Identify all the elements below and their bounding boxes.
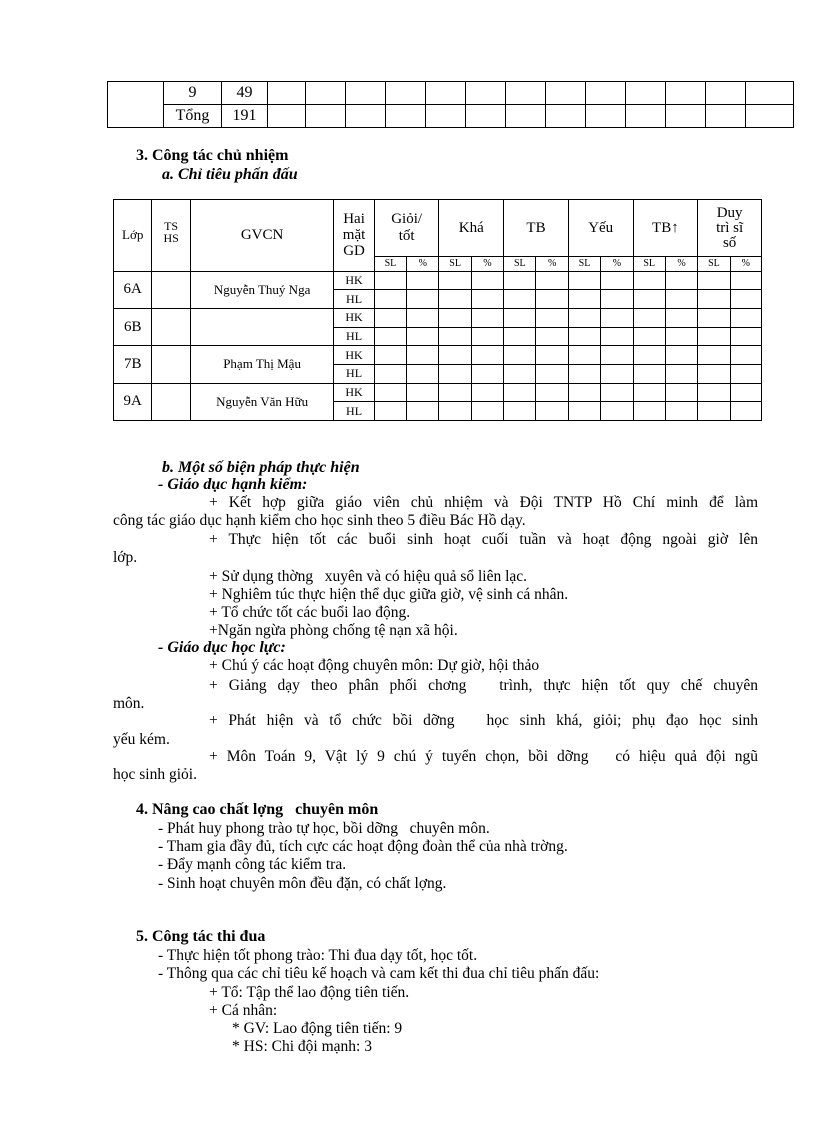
hl-item-4a: + Môn Toán 9, Vật lý 9 chú ý tuyển chọn, bồi dỡng có hiệu quả đội ngũ bbox=[209, 748, 758, 765]
col-tb: TB bbox=[504, 200, 569, 257]
col-yeu: Yếu bbox=[568, 200, 633, 257]
hl-item-2b: môn. bbox=[113, 695, 145, 712]
table-subheader-row: SL % SL % SL % SL % SL % SL % bbox=[114, 257, 762, 272]
col-tshs: TS HS bbox=[152, 200, 190, 272]
hk-item-2b: lớp. bbox=[113, 549, 138, 566]
s5-line-1: - Thực hiện tốt phong trào: Thi đua dạy tốt, học tốt. bbox=[158, 947, 478, 964]
hk-item-1b: công tác giáo dục hạnh kiểm cho học sinh theo 5 điều Bác Hồ dạy. bbox=[113, 512, 526, 529]
hoc-luc-title: - Giáo dục học lực: bbox=[158, 639, 286, 656]
total-label: Tổng bbox=[164, 105, 222, 128]
hanh-kiem-title: - Giáo dục hạnh kiểm: bbox=[158, 476, 308, 493]
section-3b-title: b. Một số biện pháp thực hiện bbox=[162, 459, 360, 476]
s4-item-4: - Sinh hoạt chuyên môn đều đặn, có chất lợng. bbox=[158, 875, 447, 892]
col-lop: Lớp bbox=[114, 200, 152, 272]
table-header-row bbox=[114, 200, 762, 257]
table-row: 6B HK bbox=[114, 308, 762, 327]
hk-item-2a: + Thực hiện tốt các buổi sinh hoạt cuối tuần và hoạt động ngoài giờ lên bbox=[209, 531, 758, 548]
hk-item-6: +Ngăn ngừa phòng chống tệ nạn xã hội. bbox=[209, 622, 458, 639]
s5-line-4: + Cá nhân: bbox=[209, 1002, 278, 1019]
col-gvcn: GVCN bbox=[190, 200, 334, 272]
col-tb-up: TB↑ bbox=[633, 200, 698, 257]
table-row: 9A Nguyễn Văn Hữu HK bbox=[114, 383, 762, 402]
section-5-title: 5. Công tác thi đua bbox=[136, 928, 266, 945]
s5-line-2: - Thông qua các chỉ tiêu kế hoạch và cam kết thi đua chỉ tiêu phấn đấu: bbox=[158, 965, 600, 982]
col-kha: Khá bbox=[439, 200, 504, 257]
col-duy-tri: Duy trì sĩ số bbox=[698, 200, 762, 257]
s4-item-2: - Tham gia đầy đủ, tích cực các hoạt động đoàn thể của nhà trờng. bbox=[158, 838, 568, 855]
col-hai-mat: Hai mặt GD bbox=[334, 200, 374, 272]
grade-label: 9 bbox=[164, 82, 222, 105]
hl-item-2a: + Giảng dạy theo phân phối chơng trình, thực hiện tốt quy chế chuyên bbox=[209, 677, 758, 694]
col-gioi: Giỏi/ tốt bbox=[374, 200, 439, 257]
table-row bbox=[108, 105, 794, 128]
table-row: 6A Nguyễn Thuý Nga HK bbox=[114, 271, 762, 290]
section-3a-title: a. Chỉ tiêu phấn đấu bbox=[162, 166, 298, 183]
hk-item-3: + Sử dụng thờng xuyên và có hiệu quả sổ liên lạc. bbox=[209, 568, 528, 585]
hl-item-3a: + Phát hiện và tổ chức bồi dỡng học sinh khá, giỏi; phụ đạo học sinh bbox=[209, 712, 758, 729]
hk-item-1a: + Kết hợp giữa giáo viên chủ nhiệm và Đội TNTP Hồ Chí minh để làm bbox=[209, 494, 758, 511]
table-row: HL bbox=[114, 364, 762, 383]
table-row bbox=[108, 82, 794, 105]
enrollment-table bbox=[107, 81, 794, 128]
s5-line-3: + Tổ: Tập thể lao động tiên tiến. bbox=[209, 984, 410, 1001]
section-4-title: 4. Nâng cao chất lợng chuyên môn bbox=[136, 801, 379, 818]
section-3-title: 3. Công tác chủ nhiệm bbox=[136, 147, 289, 164]
hl-item-1: + Chú ý các hoạt động chuyên môn: Dự giờ, hội thảo bbox=[209, 657, 540, 674]
s4-item-1: - Phát huy phong trào tự học, bồi dỡng chuyên môn. bbox=[158, 820, 490, 837]
hl-item-4b: học sinh giỏi. bbox=[113, 766, 197, 783]
arrow-up-icon: ↑ bbox=[671, 219, 679, 236]
target-table bbox=[113, 199, 762, 421]
hl-item-3b: yếu kém. bbox=[113, 731, 170, 748]
hk-item-4: + Nghiêm túc thực hiện thể dục giữa giờ, vệ sinh cá nhân. bbox=[209, 586, 569, 603]
grade-value: 49 bbox=[222, 82, 268, 105]
total-value: 191 bbox=[222, 105, 268, 128]
table-row: HL bbox=[114, 290, 762, 309]
table-row: HL bbox=[114, 402, 762, 421]
s5-line-6: * HS: Chi đội mạnh: 3 bbox=[232, 1038, 372, 1055]
s5-line-5: * GV: Lao động tiên tiến: 9 bbox=[232, 1020, 403, 1037]
s4-item-3: - Đẩy mạnh công tác kiểm tra. bbox=[158, 856, 347, 873]
table-row: 7B Phạm Thị Mậu HK bbox=[114, 346, 762, 365]
table-row: HL bbox=[114, 327, 762, 346]
hk-item-5: + Tổ chức tốt các buổi lao động. bbox=[209, 604, 411, 621]
